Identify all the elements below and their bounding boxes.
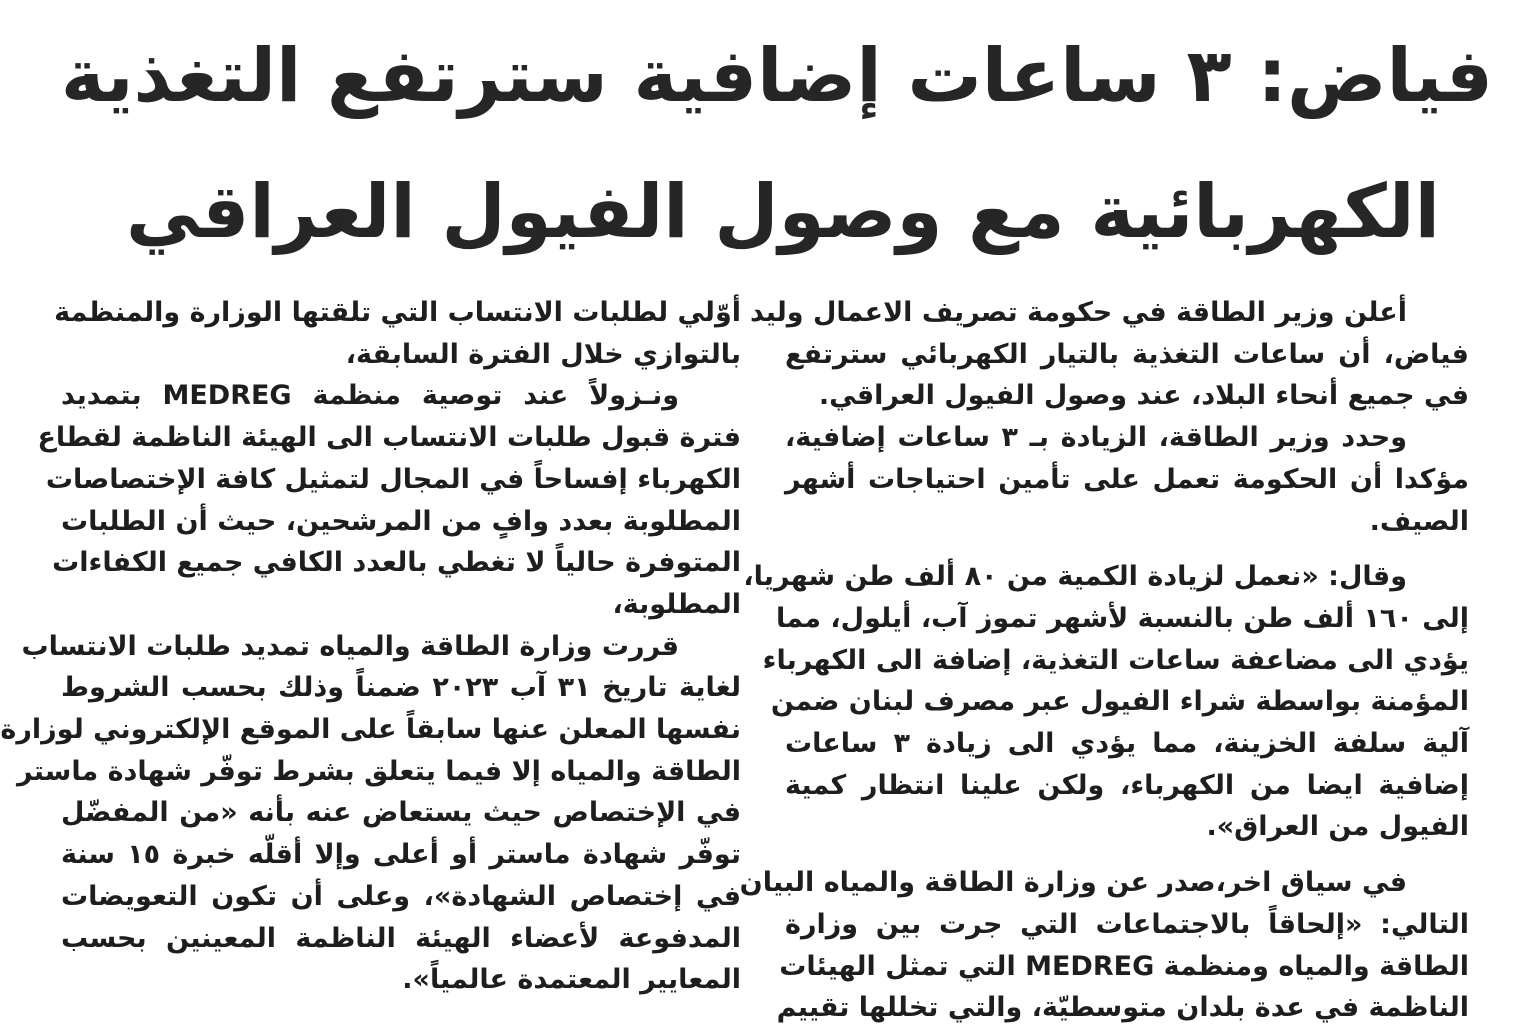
headline-line-1: فياض: ٣ ساعات إضافية سترتفع التغذية <box>60 33 1493 119</box>
text-line: المؤمنة بواسطة شراء الفيول عبر مصرف لبنان ضمن <box>770 686 1469 718</box>
text-line: نفسها المعلن عنها سابقاً على الموقع الإلكتروني لوزارة <box>0 714 741 746</box>
paragraph-increase <box>785 417 1469 542</box>
text-line: ونـزولاً عند توصية منظمة MEDREG بتمديد <box>61 380 680 412</box>
text-line: توفّر شهادة ماستر أو أعلى وإلا أقلّه خبرة ١٥ سنة <box>61 839 741 871</box>
text-line: يؤدي الى مضاعفة ساعات التغذية، إضافة الى الكهرباء <box>762 644 1469 676</box>
text-line: لغاية تاريخ ٣١ آب ٢٠٢٣ ضمناً وذلك بحسب الشروط <box>61 672 742 704</box>
text-line: الفيول من العراق». <box>1206 811 1469 843</box>
text-line: الكهرباء إفساحاً في المجال لتمثيل كافة الإختصاصات <box>45 463 741 495</box>
text-line: أعلن وزير الطاقة في حكومة تصريف الاعمال وليد <box>750 297 1407 328</box>
text-line: المعايير المعتمدة عالمياً». <box>402 964 741 996</box>
text-line: المطلوبة، <box>612 588 741 620</box>
paragraph-quote <box>743 556 1469 848</box>
text-line: مؤكدا أن الحكومة تعمل على تأمين احتياجات أشهر <box>785 463 1469 495</box>
text-line: الصيف. <box>1369 505 1469 537</box>
text-line: المدفوعة لأعضاء الهيئة الناظمة المعينين بحسب <box>61 922 741 954</box>
headline <box>60 8 1493 280</box>
text-line: فترة قبول طلبات الانتساب الى الهيئة الناظمة لقطاع <box>37 422 741 454</box>
text-line: الطاقة والمياه إلا فيما يتعلق بشرط توفّر شهادة ماستر <box>16 755 741 787</box>
text-line: فياض، أن ساعات التغذية بالتيار الكهربائي سترتفع <box>785 338 1469 370</box>
article-column-left <box>0 292 742 1001</box>
text-line: في سياق اخر،صدر عن وزارة الطاقة والمياه البيان <box>739 867 1407 899</box>
paragraph-statement <box>739 862 1469 1029</box>
headline-line-2: الكهربائية مع وصول الفيول العراقي <box>126 169 1440 255</box>
text-line: آلية سلفة الخزينة، مما يؤدي الى زيادة ٣ ساعات <box>785 728 1469 760</box>
article-column-right <box>739 292 1469 1029</box>
text-line: بالتوازي خلال الفترة السابقة، <box>345 338 741 370</box>
text-line: المتوفرة حالياً لا تغطي بالعدد الكافي جميع الكفاءات <box>52 547 741 579</box>
text-line: في جميع أنحاء البلاد، عند وصول الفيول العراقي. <box>818 380 1469 412</box>
paragraph-extension <box>0 626 742 1001</box>
text-line: قررت وزارة الطاقة والمياه تمديد طلبات الانتساب <box>21 630 679 662</box>
text-line: التالي: «إلحاقاً بالاجتماعات التي جرت بين وزارة <box>785 908 1469 940</box>
text-line: المطلوبة بعدد وافٍ من المرشحين، حيث أن الطلبات <box>61 505 741 537</box>
text-line: في إختصاص الشهادة»، وعلى أن تكون التعويضات <box>61 880 741 912</box>
text-line: وقال: «نعمل لزيادة الكمية من ٨٠ ألف طن شهريا، <box>743 561 1407 593</box>
paragraph-intro <box>750 292 1469 417</box>
text-line: الطاقة والمياه ومنظمة MEDREG التي تمثل الهيئات <box>779 950 1469 982</box>
text-line: إلى ١٦٠ ألف طن بالنسبة لأشهر تموز آب، أيلول، مما <box>776 602 1469 634</box>
text-line: في الإختصاص حيث يستعاض عنه بأنه «من المفضّل <box>61 797 741 829</box>
text-line: الناظمة في عدة بلدان متوسطيّة، والتي تخللها تقييم <box>776 992 1469 1024</box>
text-line: إضافية ايضا من الكهرباء، ولكن علينا انتظار كمية <box>785 769 1469 801</box>
text-line: وحدد وزير الطاقة، الزيادة بـ ٣ ساعات إضافية، <box>785 422 1407 454</box>
text-line: أوّلي لطلبات الانتساب التي تلقتها الوزارة والمنظمة <box>54 297 741 328</box>
paragraph-continuation <box>54 292 741 375</box>
paragraph-medreg <box>37 375 741 625</box>
